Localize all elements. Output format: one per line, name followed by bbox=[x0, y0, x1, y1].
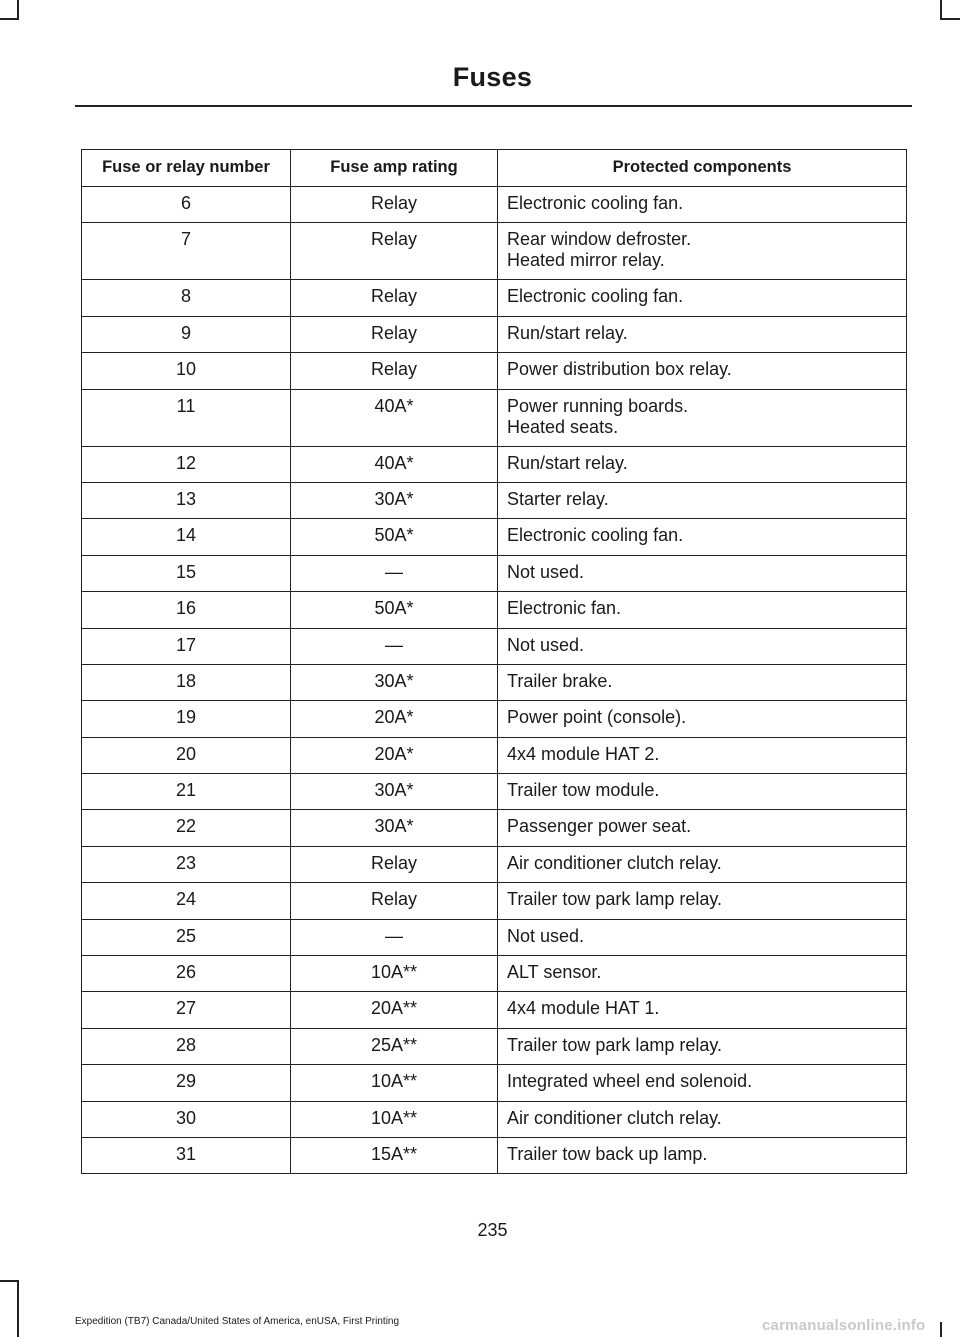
fuse-number: 20 bbox=[82, 737, 291, 773]
fuse-rating: — bbox=[291, 628, 498, 664]
table-row bbox=[82, 664, 907, 700]
table-body bbox=[82, 187, 907, 1174]
table-row bbox=[82, 701, 907, 737]
protected-components bbox=[498, 992, 907, 1028]
table-row bbox=[82, 316, 907, 352]
fuse-number: 22 bbox=[82, 810, 291, 846]
fuse-number: 13 bbox=[82, 482, 291, 518]
protected-components bbox=[498, 956, 907, 992]
fuse-rating: Relay bbox=[291, 223, 498, 280]
component-line: Run/start relay. bbox=[507, 452, 628, 473]
component-line: Trailer brake. bbox=[507, 670, 613, 691]
crop-mark bbox=[0, 18, 19, 20]
protected-components bbox=[498, 446, 907, 482]
component-line: 4x4 module HAT 1. bbox=[507, 998, 660, 1019]
column-header-number: Fuse or relay number bbox=[82, 150, 291, 187]
fuse-number: 23 bbox=[82, 846, 291, 882]
protected-components bbox=[498, 482, 907, 518]
fuse-number: 27 bbox=[82, 992, 291, 1028]
protected-components bbox=[498, 1065, 907, 1101]
protected-components bbox=[498, 664, 907, 700]
table-header-row bbox=[82, 150, 907, 187]
header-divider bbox=[75, 105, 912, 107]
table-row bbox=[82, 280, 907, 316]
table-row bbox=[82, 1065, 907, 1101]
fuse-number: 26 bbox=[82, 956, 291, 992]
protected-components bbox=[498, 737, 907, 773]
protected-components bbox=[498, 1137, 907, 1173]
fuse-number: 7 bbox=[82, 223, 291, 280]
fuse-rating: Relay bbox=[291, 187, 498, 223]
component-line: Power point (console). bbox=[507, 707, 687, 728]
component-line: Power running boards. bbox=[507, 395, 689, 416]
fuse-rating: 40A* bbox=[291, 446, 498, 482]
fuse-rating: — bbox=[291, 555, 498, 591]
component-line: Power distribution box relay. bbox=[507, 359, 732, 380]
protected-components bbox=[498, 555, 907, 591]
fuse-number: 31 bbox=[82, 1137, 291, 1173]
fuse-number: 8 bbox=[82, 280, 291, 316]
component-line: ALT sensor. bbox=[507, 962, 602, 983]
crop-mark bbox=[0, 1280, 19, 1282]
table-row bbox=[82, 992, 907, 1028]
fuse-number: 18 bbox=[82, 664, 291, 700]
component-line: Electronic cooling fan. bbox=[507, 525, 684, 546]
protected-components bbox=[498, 701, 907, 737]
crop-mark bbox=[17, 0, 19, 20]
fuse-number: 11 bbox=[82, 389, 291, 446]
crop-mark bbox=[940, 18, 960, 20]
fuse-rating: 25A** bbox=[291, 1028, 498, 1064]
table-row bbox=[82, 1101, 907, 1137]
protected-components bbox=[498, 519, 907, 555]
component-line: Integrated wheel end solenoid. bbox=[507, 1071, 753, 1092]
table-row bbox=[82, 353, 907, 389]
component-line: Air conditioner clutch relay. bbox=[507, 1107, 722, 1128]
fuse-rating: 20A* bbox=[291, 737, 498, 773]
component-line: Not used. bbox=[507, 561, 585, 582]
component-line: 4x4 module HAT 2. bbox=[507, 743, 660, 764]
protected-components bbox=[498, 592, 907, 628]
fuse-number: 30 bbox=[82, 1101, 291, 1137]
protected-components bbox=[498, 280, 907, 316]
watermark: carmanualsonline.info bbox=[762, 1317, 926, 1334]
page-title: Fuses bbox=[452, 62, 533, 92]
fuse-rating: Relay bbox=[291, 353, 498, 389]
fuse-rating: 10A** bbox=[291, 956, 498, 992]
table-row bbox=[82, 1137, 907, 1173]
fuse-number: 15 bbox=[82, 555, 291, 591]
protected-components bbox=[498, 1101, 907, 1137]
fuse-rating: Relay bbox=[291, 846, 498, 882]
fuse-number: 10 bbox=[82, 353, 291, 389]
fuse-number: 21 bbox=[82, 774, 291, 810]
protected-components bbox=[498, 316, 907, 352]
fuse-number: 29 bbox=[82, 1065, 291, 1101]
footer-text: Expedition (TB7) Canada/United States of America, enUSA, First Printing bbox=[75, 1316, 400, 1327]
protected-components bbox=[498, 919, 907, 955]
component-line: Run/start relay. bbox=[507, 322, 628, 343]
fuse-number: 12 bbox=[82, 446, 291, 482]
protected-components bbox=[498, 774, 907, 810]
component-line: Electronic fan. bbox=[507, 598, 622, 619]
component-line: Heated seats. bbox=[507, 416, 619, 437]
protected-components bbox=[498, 1028, 907, 1064]
fuse-rating: 30A* bbox=[291, 482, 498, 518]
table-row bbox=[82, 187, 907, 223]
fuse-rating: 50A* bbox=[291, 592, 498, 628]
fuse-rating: 15A** bbox=[291, 1137, 498, 1173]
fuse-rating: 40A* bbox=[291, 389, 498, 446]
protected-components bbox=[498, 187, 907, 223]
page-number: 235 bbox=[477, 1220, 508, 1240]
component-line: Trailer tow park lamp relay. bbox=[507, 1034, 723, 1055]
protected-components bbox=[498, 353, 907, 389]
table-row bbox=[82, 1028, 907, 1064]
crop-mark bbox=[17, 1280, 19, 1337]
fuse-table bbox=[81, 149, 907, 1174]
table-row bbox=[82, 519, 907, 555]
protected-components bbox=[498, 883, 907, 919]
component-line: Trailer tow module. bbox=[507, 780, 660, 801]
column-header-components: Protected components bbox=[498, 150, 907, 187]
fuse-rating: 10A** bbox=[291, 1065, 498, 1101]
fuse-rating: 20A** bbox=[291, 992, 498, 1028]
component-line: Air conditioner clutch relay. bbox=[507, 852, 722, 873]
table-row bbox=[82, 737, 907, 773]
protected-components bbox=[498, 846, 907, 882]
table-row bbox=[82, 223, 907, 280]
component-line: Passenger power seat. bbox=[507, 816, 692, 837]
fuse-number: 17 bbox=[82, 628, 291, 664]
table-row bbox=[82, 628, 907, 664]
table-row bbox=[82, 446, 907, 482]
fuse-number: 24 bbox=[82, 883, 291, 919]
component-line: Electronic cooling fan. bbox=[507, 193, 684, 213]
table-row bbox=[82, 846, 907, 882]
fuse-rating: Relay bbox=[291, 883, 498, 919]
fuse-rating: 10A** bbox=[291, 1101, 498, 1137]
table-row bbox=[82, 956, 907, 992]
fuse-number: 9 bbox=[82, 316, 291, 352]
component-line: Not used. bbox=[507, 634, 585, 655]
protected-components bbox=[498, 810, 907, 846]
protected-components bbox=[498, 223, 907, 280]
fuse-number: 19 bbox=[82, 701, 291, 737]
table-row bbox=[82, 883, 907, 919]
fuse-number: 14 bbox=[82, 519, 291, 555]
table-row bbox=[82, 389, 907, 446]
component-line: Electronic cooling fan. bbox=[507, 286, 684, 307]
component-line: Heated mirror relay. bbox=[507, 250, 665, 271]
table-row bbox=[82, 555, 907, 591]
component-line: Rear window defroster. bbox=[507, 229, 692, 250]
table-row bbox=[82, 810, 907, 846]
fuse-rating: 30A* bbox=[291, 774, 498, 810]
fuse-rating: — bbox=[291, 919, 498, 955]
table-row bbox=[82, 592, 907, 628]
column-header-rating: Fuse amp rating bbox=[291, 150, 498, 187]
component-line: Starter relay. bbox=[507, 488, 609, 509]
fuse-rating: Relay bbox=[291, 280, 498, 316]
table-row bbox=[82, 919, 907, 955]
table-row bbox=[82, 482, 907, 518]
table-row bbox=[82, 774, 907, 810]
fuse-number: 28 bbox=[82, 1028, 291, 1064]
fuse-rating: 50A* bbox=[291, 519, 498, 555]
fuse-number: 6 bbox=[82, 187, 291, 223]
component-line: Trailer tow park lamp relay. bbox=[507, 889, 723, 910]
protected-components bbox=[498, 628, 907, 664]
crop-mark bbox=[940, 1322, 942, 1337]
fuse-number: 25 bbox=[82, 919, 291, 955]
fuse-rating: 30A* bbox=[291, 810, 498, 846]
fuse-rating: 30A* bbox=[291, 664, 498, 700]
fuse-number: 16 bbox=[82, 592, 291, 628]
component-line: Trailer tow back up lamp. bbox=[507, 1143, 708, 1164]
fuse-rating: 20A* bbox=[291, 701, 498, 737]
fuse-rating: Relay bbox=[291, 316, 498, 352]
component-line: Not used. bbox=[507, 925, 585, 946]
protected-components bbox=[498, 389, 907, 446]
crop-mark bbox=[940, 0, 942, 20]
